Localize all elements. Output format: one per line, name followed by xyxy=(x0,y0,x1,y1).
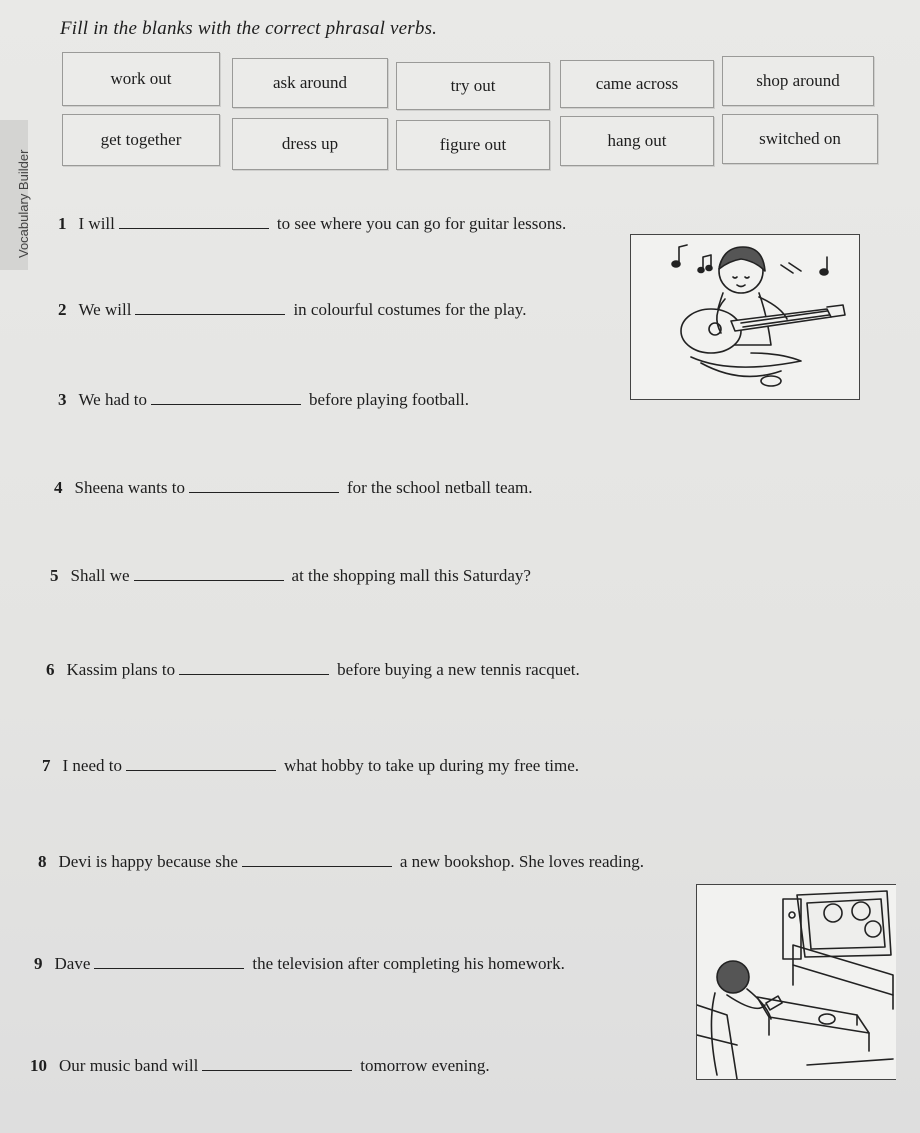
question-number: 7 xyxy=(42,756,51,775)
word-bank-item: figure out xyxy=(396,120,550,170)
question-text-before: Devi is happy because she xyxy=(58,852,238,871)
question-10 xyxy=(30,1056,490,1076)
answer-blank[interactable] xyxy=(135,300,285,315)
question-number: 4 xyxy=(54,478,63,497)
answer-blank[interactable] xyxy=(179,660,329,675)
question-number: 6 xyxy=(46,660,55,679)
word-bank-item: hang out xyxy=(560,116,714,166)
question-number: 5 xyxy=(50,566,59,585)
question-5 xyxy=(50,566,531,586)
question-text-before: Sheena wants to xyxy=(74,478,185,497)
question-9 xyxy=(34,954,565,974)
question-text-before: I need to xyxy=(62,756,122,775)
tv-boy-illustration xyxy=(696,884,896,1080)
question-text-after: before playing football. xyxy=(309,390,470,409)
question-number: 3 xyxy=(58,390,67,409)
answer-blank[interactable] xyxy=(119,214,269,229)
question-text-before: Our music band will xyxy=(59,1056,199,1075)
question-text-before: Kassim plans to xyxy=(66,660,176,679)
question-text-before: Shall we xyxy=(70,566,130,585)
answer-blank[interactable] xyxy=(134,566,284,581)
question-7 xyxy=(42,756,579,776)
guitar-girl-illustration xyxy=(630,234,860,400)
question-8 xyxy=(38,852,644,872)
question-text-before: Dave xyxy=(54,954,91,973)
word-bank-item: try out xyxy=(396,62,550,110)
question-text-after: tomorrow evening. xyxy=(360,1056,490,1075)
question-text-after: for the school netball team. xyxy=(346,478,533,497)
answer-blank[interactable] xyxy=(94,954,244,969)
answer-blank[interactable] xyxy=(242,852,392,867)
question-text-after: in colourful costumes for the play. xyxy=(293,300,527,319)
answer-blank[interactable] xyxy=(126,756,276,771)
word-bank-item: ask around xyxy=(232,58,388,108)
word-bank-item: shop around xyxy=(722,56,874,106)
answer-blank[interactable] xyxy=(202,1056,352,1071)
question-number: 1 xyxy=(58,214,67,233)
question-text-after: at the shopping mall this Saturday? xyxy=(291,566,531,585)
question-number: 8 xyxy=(38,852,47,871)
side-label: Vocabulary Builder xyxy=(16,149,31,258)
question-text-after: before buying a new tennis racquet. xyxy=(337,660,580,679)
question-number: 2 xyxy=(58,300,67,319)
question-3 xyxy=(58,390,469,410)
question-4 xyxy=(54,478,533,498)
question-text-after: to see where you can go for guitar lessons. xyxy=(276,214,567,233)
word-bank-item: get together xyxy=(62,114,220,166)
instructions-title: Fill in the blanks with the correct phrasal verbs. xyxy=(60,18,438,39)
word-bank-item: switched on xyxy=(722,114,878,164)
question-text-after: a new bookshop. She loves reading. xyxy=(399,852,644,871)
answer-blank[interactable] xyxy=(189,478,339,493)
question-2 xyxy=(58,300,527,320)
question-text-before: I will xyxy=(78,214,115,233)
question-number: 9 xyxy=(34,954,43,973)
question-text-before: We had to xyxy=(78,390,147,409)
word-bank-item: came across xyxy=(560,60,714,108)
question-text-after: the television after completing his homework. xyxy=(252,954,565,973)
guitar-girl-icon xyxy=(631,235,859,399)
question-6 xyxy=(46,660,580,680)
question-number: 10 xyxy=(30,1056,47,1075)
word-bank-item: dress up xyxy=(232,118,388,170)
question-1 xyxy=(58,214,566,234)
question-text-before: We will xyxy=(78,300,132,319)
question-text-after: what hobby to take up during my free time. xyxy=(283,756,580,775)
tv-boy-icon xyxy=(697,885,897,1079)
word-bank-item: work out xyxy=(62,52,220,106)
answer-blank[interactable] xyxy=(151,390,301,405)
